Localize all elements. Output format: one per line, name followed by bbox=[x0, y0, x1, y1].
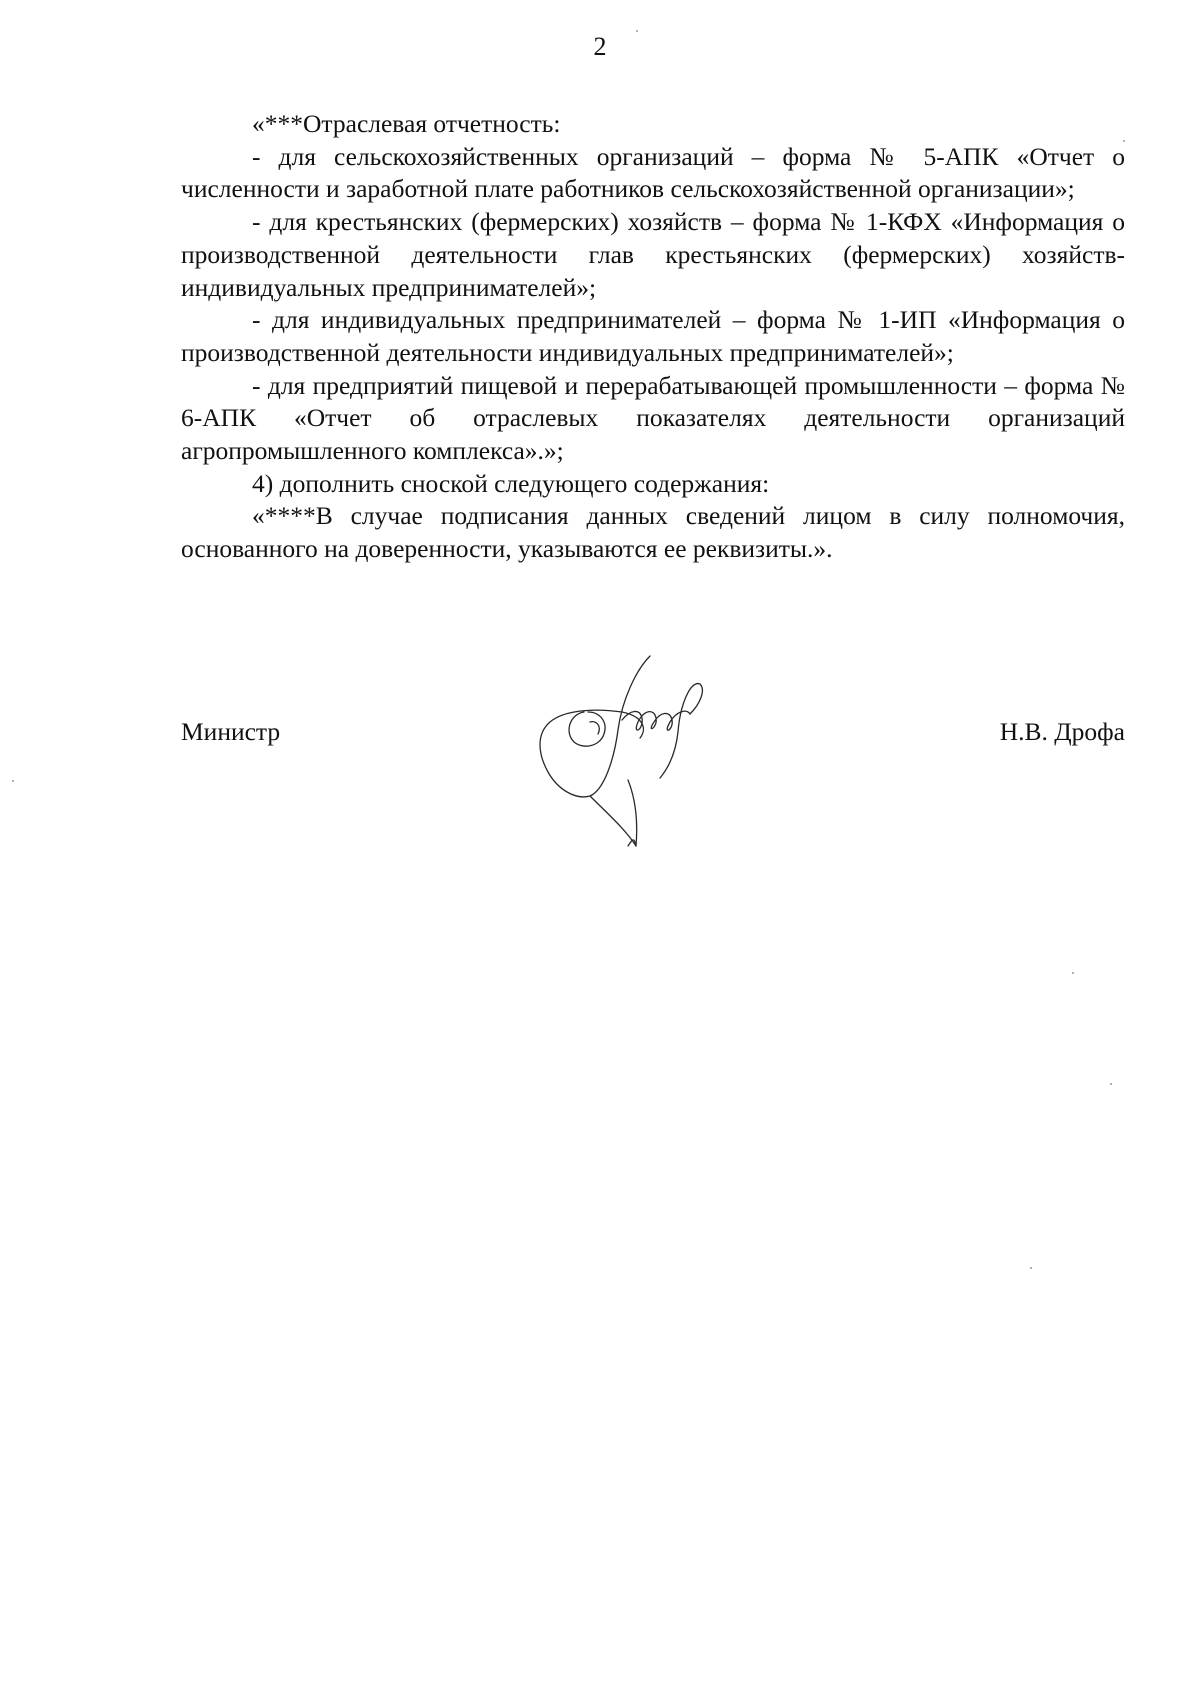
signer-position: Министр bbox=[181, 717, 281, 746]
scan-speck bbox=[1110, 1083, 1112, 1085]
signer-name: Н.В. Дрофа bbox=[999, 717, 1125, 746]
scan-speck bbox=[12, 780, 14, 782]
paragraph-agricultural-organizations: - для сельскохозяйственных организаций – форма № 5-АПК «Отчет о численности и заработной плате работников сельскохозяйственной организации»; bbox=[181, 141, 1125, 204]
handwritten-signature bbox=[530, 650, 740, 850]
paragraph-footnote-text: «****В случае подписания данных сведений лицом в силу полномочия, основанного на доверенности, указываются ее реквизиты.». bbox=[181, 501, 1125, 564]
scan-speck bbox=[1030, 1267, 1032, 1269]
paragraph-food-processing: - для предприятий пищевой и перерабатывающей промышленности – форма № 6-АПК «Отчет об отраслевых показателях деятельности организаций агропромышленного комплекса».»; bbox=[181, 370, 1125, 466]
scan-speck bbox=[636, 30, 638, 32]
paragraph-add-footnote: 4) дополнить сноской следующего содержания: bbox=[252, 468, 770, 498]
document-body bbox=[181, 108, 1125, 566]
scan-speck bbox=[1072, 972, 1074, 974]
paragraph-farm-households: - для крестьянских (фермерских) хозяйств – форма № 1-КФХ «Информация о производственной деятельности глав крестьянских (фермерских) хозяйств-индивидуальных предпринимателей»; bbox=[181, 207, 1125, 302]
scan-speck bbox=[1123, 140, 1125, 142]
page-number: 2 bbox=[593, 32, 607, 61]
paragraph-individual-entrepreneurs: - для индивидуальных предпринимателей – форма № 1-ИП «Информация о производственной деятельности индивидуальных предпринимателей»; bbox=[181, 305, 1125, 367]
paragraph-industry-reporting: «***Отраслевая отчетность: bbox=[252, 109, 561, 138]
